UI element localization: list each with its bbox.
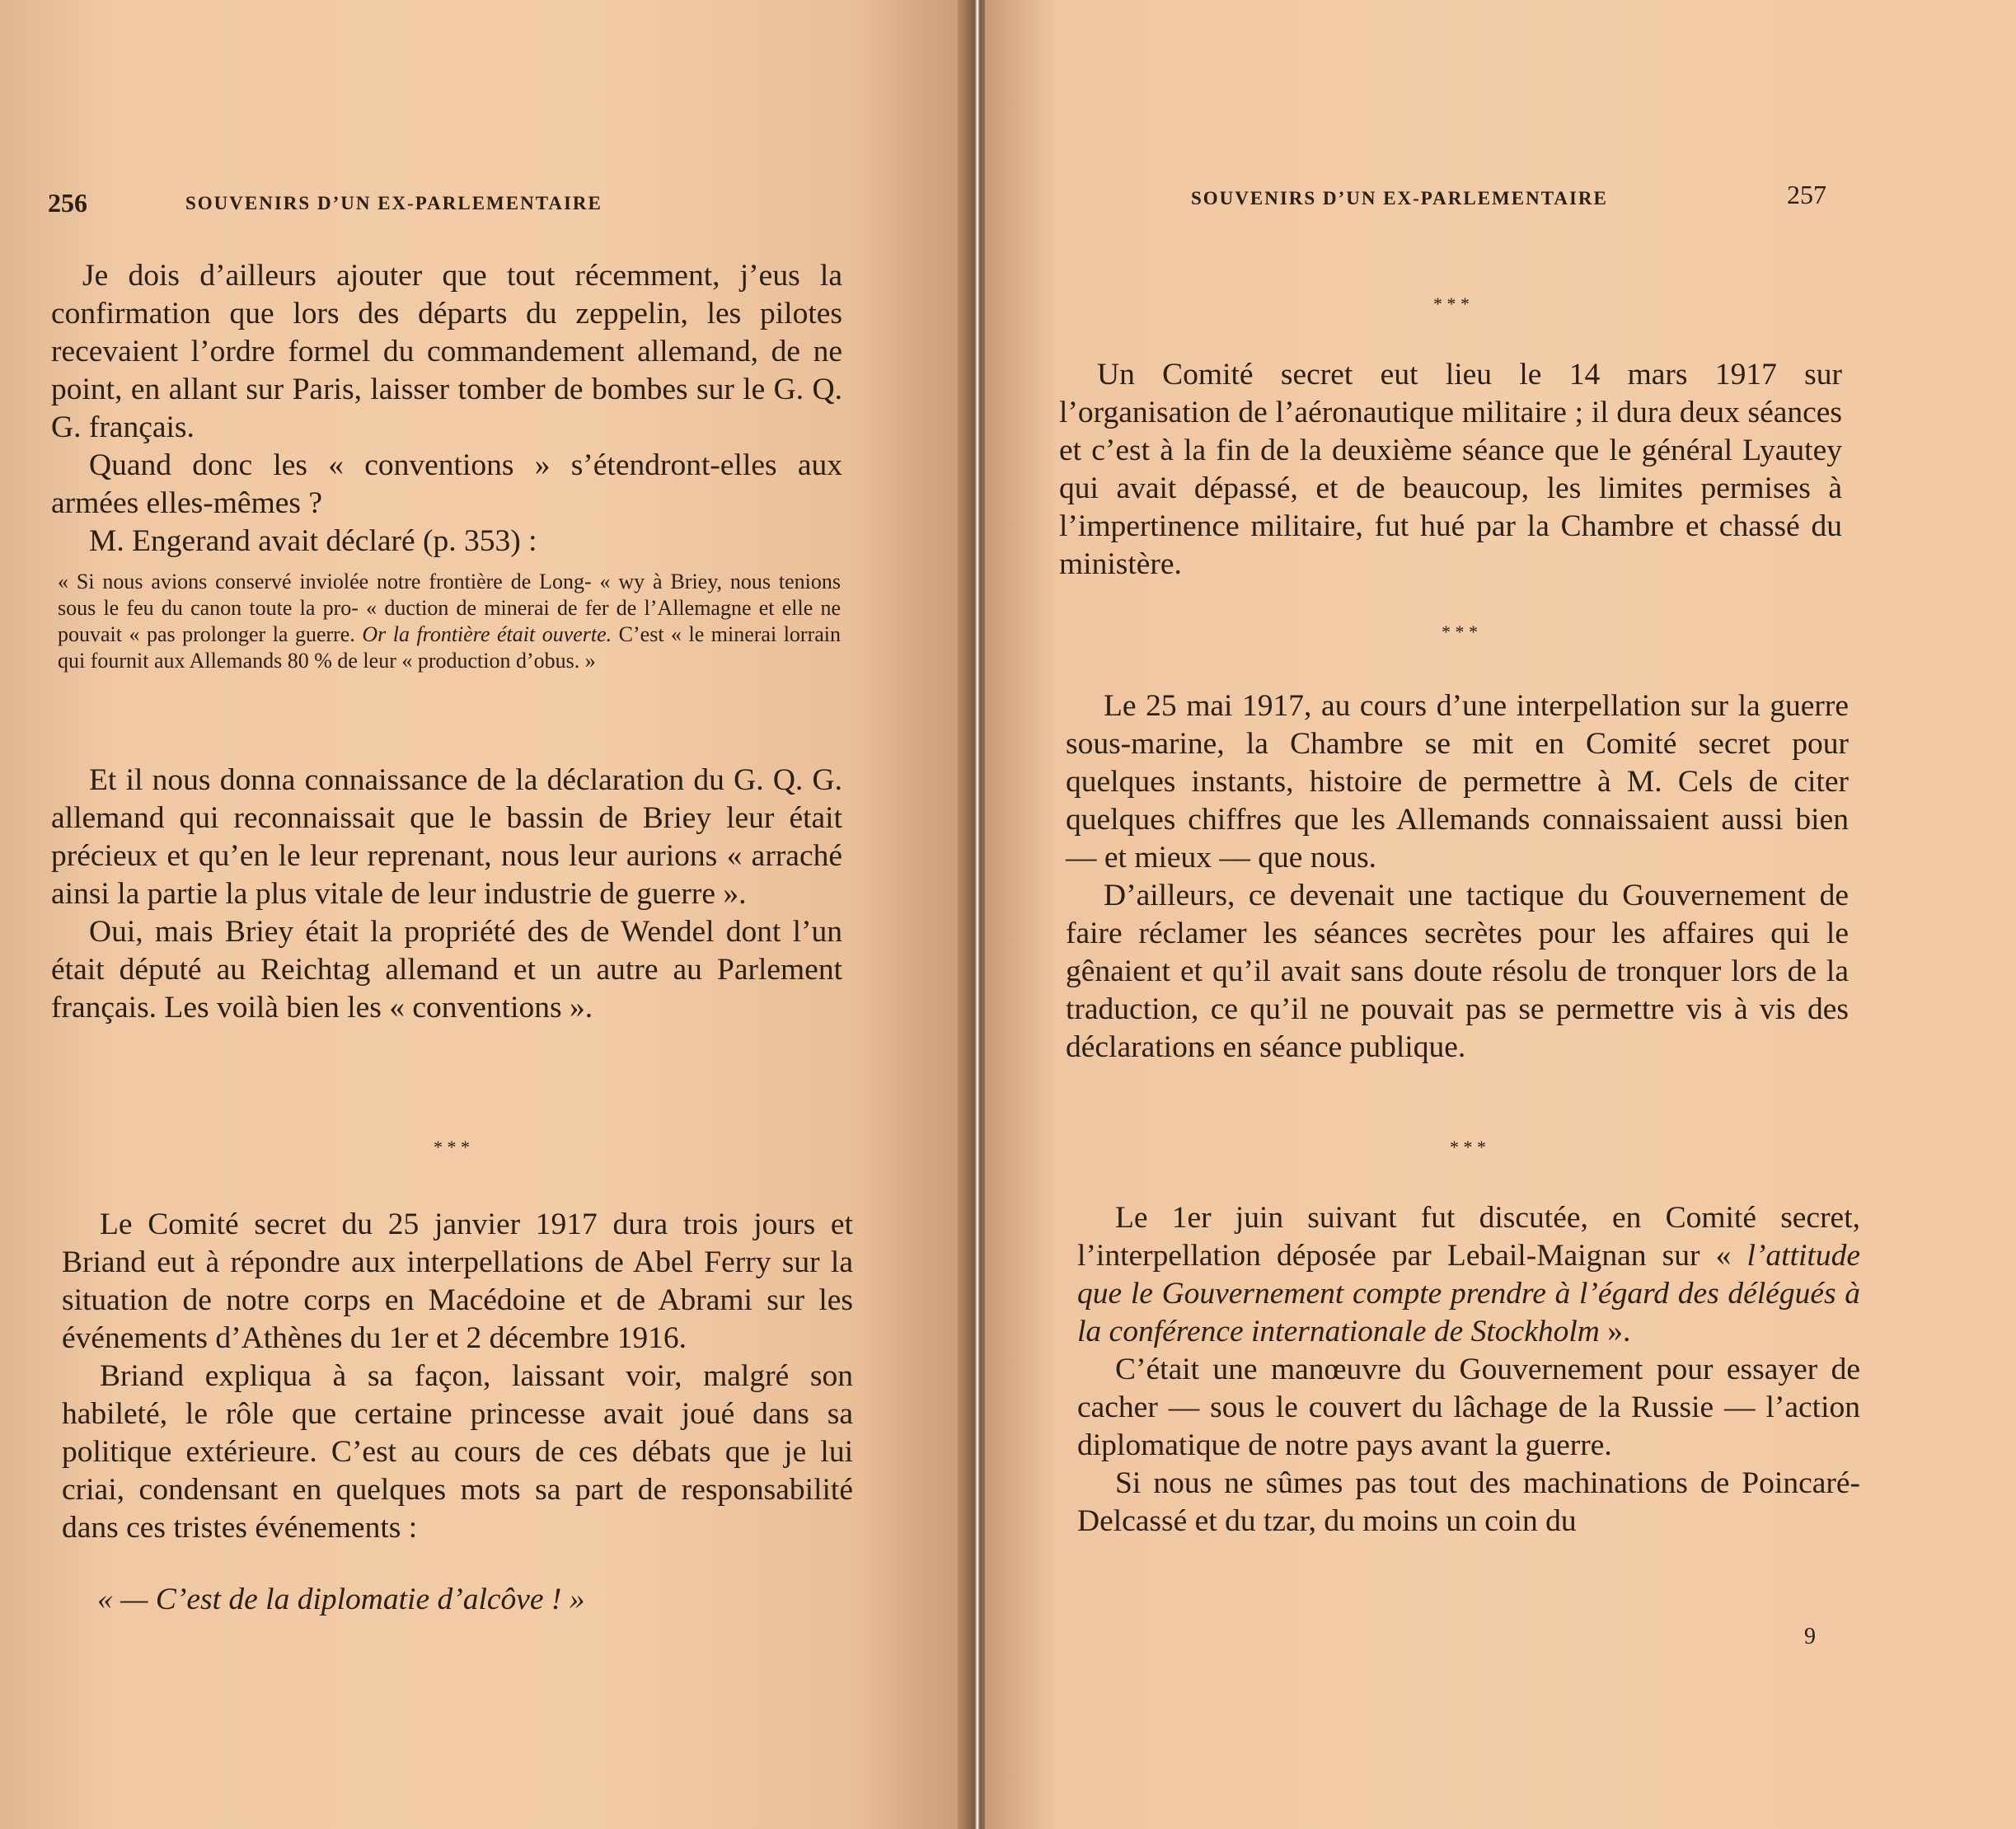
paragraph: Je dois d’ailleurs ajouter que tout récemment, j’eus la confirmation que lors des départs du zeppelin, les pilotes recevaient l’ordre formel du commandement allemand, de ne point, en allant sur Paris, laisser tomber de bombes sur le G. Q. G. français. bbox=[51, 259, 842, 444]
section-separator: * * * bbox=[434, 1137, 470, 1157]
running-head: SOUVENIRS D’UN EX-PARLEMENTAIRE bbox=[185, 193, 602, 213]
italic-title: l’attitude que le Gouvernement compte prendre à l’égard des délégués à la conférence internationale de Stockholm bbox=[1077, 1239, 1860, 1348]
quote-part: C’est « le minerai lorrain qui fournit aux Allemands 80 % de leur « production d’obus. » bbox=[58, 622, 841, 673]
paragraph-group bbox=[1066, 687, 1849, 1067]
quote-italic: Or la frontière était ouverte. bbox=[362, 622, 612, 646]
block-quote bbox=[58, 569, 841, 674]
paragraph: Si nous ne sûmes pas tout des machinations de Poincaré-Delcassé et du tzar, du moins un coin du bbox=[1077, 1466, 1860, 1538]
paragraph-group bbox=[1077, 1199, 1860, 1541]
right-page bbox=[985, 0, 2016, 1829]
exclamation-quote bbox=[97, 1581, 757, 1619]
page-number: 257 bbox=[1787, 180, 1826, 209]
quote-part: « Si nous avions conservé inviolée notre frontière de Long- « wy à Briey, nous tenions sous le feu du canon toute la pro- « duction de minerai de fer de l’Allemagne et elle ne pouvait « pas prolonger la guerre. bbox=[58, 570, 841, 646]
paragraph: C’était une manœuvre du Gouvernement pour essayer de cacher — sous le couvert du lâchage de la Russie — l’action diplomatique de notre pays avant la guerre. bbox=[1077, 1353, 1860, 1462]
text-part: ». bbox=[1599, 1315, 1631, 1348]
paragraph-group bbox=[62, 1206, 853, 1547]
section-separator: * * * bbox=[1442, 621, 1478, 642]
paragraph: Le 25 mai 1917, au cours d’une interpellation sur la guerre sous-marine, la Chambre se mit en Comité secret pour quelques instants, histoire de permettre à M. Cels de citer quelques chiffres que les Allemands connaissaient aussi bien — et mieux — que nous. bbox=[1066, 689, 1849, 875]
paragraph-group bbox=[1059, 356, 1842, 584]
paragraph: Oui, mais Briey était la propriété des de Wendel dont l’un était député au Reichtag allemand et un autre au Parlement français. Les voilà bien les « conventions ». bbox=[51, 915, 842, 1025]
paragraph bbox=[1077, 1199, 1860, 1351]
section-separator: * * * bbox=[1433, 293, 1470, 314]
paragraph: Le Comité secret du 25 janvier 1917 dura trois jours et Briand eut à répondre aux interpellations de Abel Ferry sur la situation de notre corps en Macédoine et de Abrami sur les événements d’Athènes du 1er et 2 décembre 1916. bbox=[62, 1208, 853, 1355]
left-page bbox=[0, 0, 968, 1829]
signature-mark: 9 bbox=[1804, 1624, 1816, 1649]
section-separator: * * * bbox=[1450, 1137, 1486, 1157]
page-number: 256 bbox=[48, 188, 87, 218]
text-part: Le 1er juin suivant fut discutée, en Comité secret, l’interpellation déposée par Lebail-Maignan sur « bbox=[1077, 1201, 1860, 1273]
paragraph: M. Engerand avait déclaré (p. 353) : bbox=[89, 524, 537, 558]
paragraph: D’ailleurs, ce devenait une tactique du Gouvernement de faire réclamer les séances secrètes pour les affaires qui le gênaient et qu’il avait sans doute résolu de tronquer lors de la traduction, ce qu’il ne pouvait pas se permettre vis à vis des déclarations en séance publique. bbox=[1066, 879, 1849, 1064]
italic-quote: « — C’est de la diplomatie d’alcôve ! » bbox=[97, 1583, 585, 1616]
paragraph: Quand donc les « conventions » s’étendront-elles aux armées elles-mêmes ? bbox=[51, 448, 842, 520]
paragraph: Briand expliqua à sa façon, laissant voir, malgré son habileté, le rôle que certaine princesse avait joué dans sa politique extérieure. C’est au cours de ces débats que je lui criai, condensant en quelques mots sa part de responsabilité dans ces tristes événements : bbox=[62, 1359, 853, 1545]
quote-text bbox=[58, 569, 841, 674]
running-head: SOUVENIRS D’UN EX-PARLEMENTAIRE bbox=[1191, 188, 1608, 209]
paragraph-group bbox=[51, 762, 842, 1027]
paragraph-group bbox=[51, 257, 842, 560]
paragraph: Et il nous donna connaissance de la déclaration du G. Q. G. allemand qui reconnaissait que le bassin de Briey leur était précieux et qu’en le leur reprenant, nous leur aurions « arraché ainsi la partie la plus vitale de leur industrie de guerre ». bbox=[51, 763, 842, 911]
paragraph: Un Comité secret eut lieu le 14 mars 1917 sur l’organisation de l’aéronautique militaire ; il dura deux séances et c’est à la fin de la deuxième séance que le général Lyautey qui avait dépassé, et de beaucoup, les limites permises à l’impertinence militaire, fut hué par la Chambre et chassé du ministère. bbox=[1059, 358, 1842, 581]
